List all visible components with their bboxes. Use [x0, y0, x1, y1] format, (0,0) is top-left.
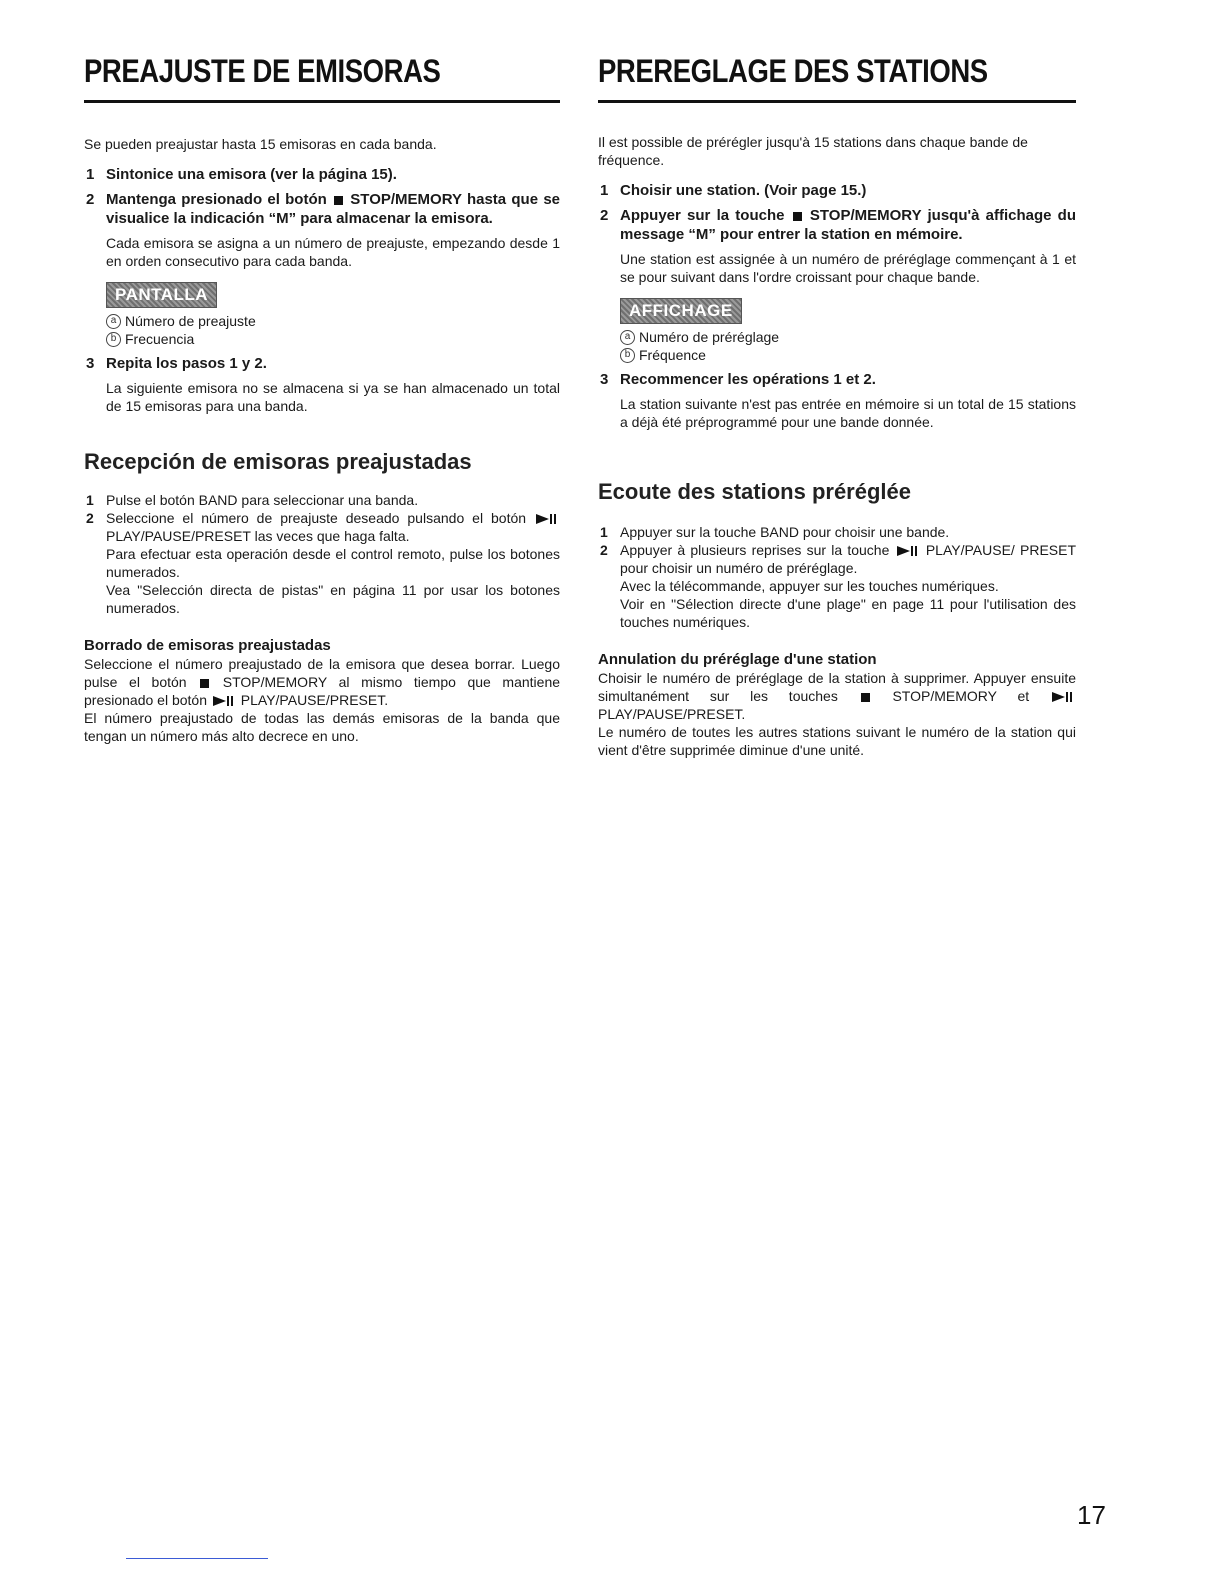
- list-item: [598, 541, 1076, 631]
- step-description: La siguiente emisora no se almacena si ya se han almacenado un total de 15 emisoras para una banda.: [106, 380, 560, 414]
- footer-rule: [126, 1558, 268, 1559]
- title-rule-es: [84, 100, 560, 103]
- step-text: Sintonice una emisora (ver la página 15).: [106, 166, 397, 183]
- step-text: Choisir une station. (Voir page 15.): [620, 182, 867, 199]
- step-text-part: Appuyer sur la touche: [620, 207, 785, 224]
- legend-item: [106, 330, 560, 348]
- list-item: [598, 523, 1076, 541]
- legend-text: Número de preajuste: [125, 313, 256, 329]
- paragraph-part: Choisir le numéro de préréglage de la station à supprimer. Appuyer ensuite simultanément sur les touches: [598, 670, 1076, 704]
- paragraph-part: STOP/MEMORY al mismo tiempo que mantiene presionado el botón: [84, 674, 561, 708]
- stop-square-icon: [334, 196, 343, 205]
- section-title-es: Recepción de emisoras preajustadas: [84, 449, 472, 474]
- stop-square-icon: [200, 679, 209, 688]
- legend-text: Fréquence: [639, 347, 706, 363]
- step-es-2: [84, 190, 560, 348]
- circled-letter-icon: a: [620, 330, 635, 345]
- list-number: 1: [600, 524, 608, 540]
- paragraph: [598, 669, 1076, 723]
- list-text: Avec la télécommande, appuyer sur les touches numériques.: [620, 578, 999, 594]
- list-text: Appuyer sur la touche BAND pour choisir une bande.: [620, 524, 950, 540]
- step-number: 1: [600, 182, 609, 199]
- paragraph-part: PLAY/PAUSE/PRESET.: [240, 692, 389, 708]
- step-fr-2: [598, 206, 1076, 364]
- circled-letter-icon: a: [106, 314, 121, 329]
- step-text: [106, 190, 560, 228]
- step-es-3: [84, 354, 560, 415]
- step-number: 1: [86, 166, 95, 183]
- stop-square-icon: [793, 212, 802, 221]
- step-es-1: [84, 165, 560, 184]
- paragraph: [84, 655, 560, 709]
- step-number: 3: [600, 371, 609, 388]
- list-text: Seleccione el número de preajuste deseado pulsando el botón: [106, 510, 527, 526]
- paragraph-part: Seleccione el número preajustado de la emisora que desea borrar. Luego pulse el botón: [84, 656, 560, 690]
- list-item: [84, 509, 560, 617]
- legend-item: [620, 328, 1076, 346]
- display-label: PANTALLA: [106, 282, 217, 308]
- play-pause-icon: [536, 514, 558, 524]
- play-pause-icon: [213, 696, 235, 706]
- step-text-part: STOP/MEMORY hasta que se visualice la indicación “M” para almacenar la emisora.: [106, 191, 561, 227]
- intro-fr: Il est possible de prérégler jusqu'à 15 stations dans chaque bande de fréquence.: [598, 134, 1028, 168]
- play-pause-icon: [897, 546, 919, 556]
- step-description: Cada emisora se asigna a un número de preajuste, empezando desde 1 en orden consecutivo para cada banda.: [106, 235, 560, 269]
- step-number: 2: [86, 191, 95, 208]
- list-item: [84, 491, 560, 509]
- section-title-fr: Ecoute des stations préréglée: [598, 479, 911, 504]
- french-column: [598, 52, 1076, 759]
- step-description: La station suivante n'est pas entrée en mémoire si un total de 15 stations a déjà été préprogrammé pour une bande donnée.: [620, 396, 1076, 430]
- steps-fr: [598, 181, 1076, 431]
- step-fr-1: [598, 181, 1076, 200]
- legend-text: Frecuencia: [125, 331, 195, 347]
- step-text: [620, 206, 1076, 244]
- page-title-es: PREAJUSTE DE EMISORAS: [84, 53, 441, 89]
- intro-es: Se pueden preajustar hasta 15 emisoras en cada banda.: [84, 136, 437, 152]
- steps-es: [84, 165, 560, 415]
- list-text: Appuyer à plusieurs reprises sur la touche: [620, 542, 890, 558]
- display-legend: [620, 328, 1076, 364]
- list-text: Pulse el botón BAND para seleccionar una banda.: [106, 492, 419, 508]
- legend-item: [620, 346, 1076, 364]
- title-rule-fr: [598, 100, 1076, 103]
- listening-steps-fr: [598, 523, 1076, 631]
- list-text: Vea "Selección directa de pistas" en página 11 por usar los botones numerados.: [106, 582, 560, 616]
- paragraph: El número preajustado de todas las demás emisoras de la banda que tengan un número más alto decrece en uno.: [84, 710, 560, 744]
- paragraph: Le numéro de toutes les autres stations suivant le numéro de la station qui vient d'être supprimée diminue d'une unité.: [598, 724, 1076, 758]
- spanish-column: [84, 52, 560, 745]
- step-description: Une station est assignée à un numéro de préréglage commençant à 1 et se pour suivant dans l'ordre croissant pour chaque bande.: [620, 251, 1076, 285]
- circled-letter-icon: b: [106, 332, 121, 347]
- step-number: 3: [86, 355, 95, 372]
- list-number: 1: [86, 492, 94, 508]
- step-text: Recommencer les opérations 1 et 2.: [620, 371, 876, 388]
- subheading-es: Borrado de emisoras preajustadas: [84, 637, 331, 654]
- legend-item: [106, 312, 560, 330]
- list-number: 2: [600, 542, 608, 558]
- circled-letter-icon: b: [620, 348, 635, 363]
- stop-square-icon: [861, 693, 870, 702]
- paragraph-part: PLAY/PAUSE/PRESET.: [598, 706, 746, 722]
- paragraph-part: STOP/MEMORY et: [892, 688, 1030, 704]
- step-text-part: Mantenga presionado el botón: [106, 191, 327, 208]
- page-title-fr: PREREGLAGE DES STATIONS: [598, 53, 988, 89]
- page-number: 17: [1077, 1500, 1106, 1530]
- display-legend: [106, 312, 560, 348]
- listening-steps-es: [84, 491, 560, 617]
- list-text: PLAY/PAUSE/ PRESET pour choisir un numéro de préréglage.: [620, 542, 1077, 576]
- subheading-fr: Annulation du préréglage d'une station: [598, 651, 877, 668]
- step-number: 2: [600, 207, 609, 224]
- play-pause-icon: [1052, 692, 1074, 702]
- step-fr-3: [598, 370, 1076, 431]
- legend-text: Numéro de préréglage: [639, 329, 780, 345]
- list-number: 2: [86, 510, 94, 526]
- list-text: Voir en "Sélection directe d'une plage" en page 11 pour l'utilisation des touches numériques.: [620, 596, 1076, 630]
- step-text: Repita los pasos 1 y 2.: [106, 355, 267, 372]
- list-text: PLAY/PAUSE/PRESET las veces que haga falta.: [106, 528, 410, 544]
- list-text: Para efectuar esta operación desde el control remoto, pulse los botones numerados.: [106, 546, 560, 580]
- step-text-part: STOP/MEMORY jusqu'à affichage du message “M” pour entrer la station en mémoire.: [620, 207, 1076, 243]
- display-label: AFFICHAGE: [620, 298, 742, 324]
